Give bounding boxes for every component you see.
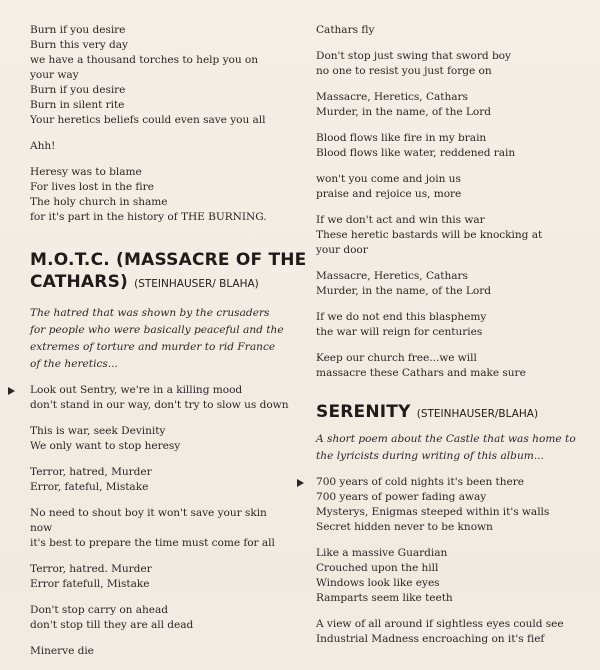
stanza	[30, 424, 285, 454]
lyric-line: massacre these Cathars and make sure	[316, 367, 526, 379]
stanza	[30, 383, 289, 413]
lyric-line: praise and rejoice us, more	[316, 188, 462, 200]
lyric-line: The holy church in shame	[30, 196, 168, 208]
stanza	[30, 23, 285, 128]
serenity-section	[316, 401, 582, 647]
stanza	[30, 165, 285, 225]
song-title-line2: CATHARS) (STEINHAUSER/ BLAHA)	[30, 272, 259, 292]
lyric-line: Mysterys, Enigmas steeped within it's walls	[316, 506, 550, 518]
lyric-line: Burn in silent rite	[30, 99, 125, 111]
lyric-line: the war will reign for centuries	[316, 326, 483, 338]
song-credit: (STEINHAUSER/BLAHA)	[416, 408, 539, 420]
lyric-line: Burn if you desire	[30, 24, 126, 36]
song-title: SERENITY (STEINHAUSER/BLAHA)	[316, 402, 539, 422]
lyric-line: don't stop till they are all dead	[30, 619, 194, 631]
stanza	[30, 562, 285, 592]
song-credit: (STEINHAUSER/ BLAHA)	[134, 278, 259, 290]
stanza	[30, 644, 285, 659]
stanza	[316, 310, 582, 340]
lyric-line: Burn this very day	[30, 39, 128, 51]
stanza	[316, 617, 582, 647]
lyric-line: for it's part in the history of THE BURNING.	[30, 211, 267, 223]
song-intro: A short poem about the Castle that was home to the lyricists during writing of this album...	[316, 433, 576, 462]
lyric-line: Ramparts seem like teeth	[316, 592, 453, 604]
song-title-line1: M.O.T.C. (MASSACRE OF THE	[30, 250, 307, 270]
play-marker-icon	[8, 387, 15, 395]
stanza	[316, 131, 582, 161]
lyric-line: Terror, hatred. Murder	[30, 563, 152, 575]
stanza	[316, 49, 582, 79]
lyric-line: Heresy was to blame	[30, 166, 142, 178]
lyric-line: we have a thousand torches to help you on	[30, 54, 259, 66]
lyric-line: No need to shout boy it won't save your skin	[30, 507, 267, 519]
right-column	[316, 23, 582, 658]
stanza	[30, 506, 285, 551]
lyric-line: Like a massive Guardian	[316, 547, 448, 559]
lyric-line: Ahh!	[30, 140, 56, 152]
stanza	[30, 139, 285, 154]
stanza	[316, 269, 582, 299]
stanza	[316, 213, 582, 258]
lyric-line: Blood flows like fire in my brain	[316, 132, 487, 144]
lyric-line: If we do not end this blasphemy	[316, 311, 487, 323]
stanza	[316, 90, 582, 120]
lyric-line: Your heretics beliefs could even save you all	[30, 114, 266, 126]
lyric-line: now	[30, 522, 53, 534]
lyric-line: For lives lost in the fire	[30, 181, 154, 193]
lyric-line: Keep our church free...we will	[316, 352, 477, 364]
lyric-line: Look out Sentry, we're in a killing mood	[30, 384, 243, 396]
stanza	[316, 475, 582, 535]
lyric-line: Murder, in the name, of the Lord	[316, 285, 491, 297]
lyric-line: Error fatefull, Mistake	[30, 578, 150, 590]
stanza	[316, 351, 582, 381]
lyric-line: your way	[30, 69, 79, 81]
lyric-line: Windows look like eyes	[316, 577, 440, 589]
lyric-line: Minerve die	[30, 645, 94, 657]
lyric-line: Crouched upon the hill	[316, 562, 439, 574]
lyric-line: your door	[316, 244, 368, 256]
lyric-line: don't stand in our way, don't try to slow us down	[30, 399, 289, 411]
lyric-line: A view of all around if sightless eyes could see	[316, 618, 564, 630]
lyric-line: If we don't act and win this war	[316, 214, 485, 226]
stanza	[30, 465, 285, 495]
stanza	[316, 23, 582, 38]
play-marker-icon	[297, 479, 304, 487]
left-column	[30, 23, 307, 670]
lyric-line: Industrial Madness encroaching on it's fief	[316, 633, 545, 645]
lyric-line: Don't stop just swing that sword boy	[316, 50, 511, 62]
lyric-line: Cathars fly	[316, 24, 375, 36]
song-intro: The hatred that was shown by the crusaders for people who were basically peaceful and the extremes of torture and murder to rid France of the heretics...	[30, 307, 284, 370]
lyric-line: no one to resist you just forge on	[316, 65, 492, 77]
lyric-line: 700 years of cold nights it's been there	[316, 476, 524, 488]
lyric-line: Secret hidden never to be known	[316, 521, 493, 533]
lyric-line: Massacre, Heretics, Cathars	[316, 91, 468, 103]
stanza	[316, 172, 582, 202]
lyric-line: Don't stop carry on ahead	[30, 604, 169, 616]
lyric-line: it's best to prepare the time must come for all	[30, 537, 275, 549]
lyric-line: These heretic bastards will be knocking at	[316, 229, 543, 241]
lyric-line: Murder, in the name, of the Lord	[316, 106, 491, 118]
lyric-line: won't you come and join us	[316, 173, 461, 185]
lyric-line: Terror, hatred, Murder	[30, 466, 152, 478]
lyric-line: Blood flows like water, reddened rain	[316, 147, 516, 159]
lyric-line: This is war, seek Devinity	[30, 425, 166, 437]
lyric-line: Error, fateful, Mistake	[30, 481, 149, 493]
stanza	[30, 603, 285, 633]
lyric-line: We only want to stop heresy	[30, 440, 181, 452]
song-title	[30, 249, 307, 271]
lyric-line: 700 years of power fading away	[316, 491, 487, 503]
lyric-line: Massacre, Heretics, Cathars	[316, 270, 468, 282]
stanza	[316, 546, 582, 606]
lyric-line: Burn if you desire	[30, 84, 126, 96]
